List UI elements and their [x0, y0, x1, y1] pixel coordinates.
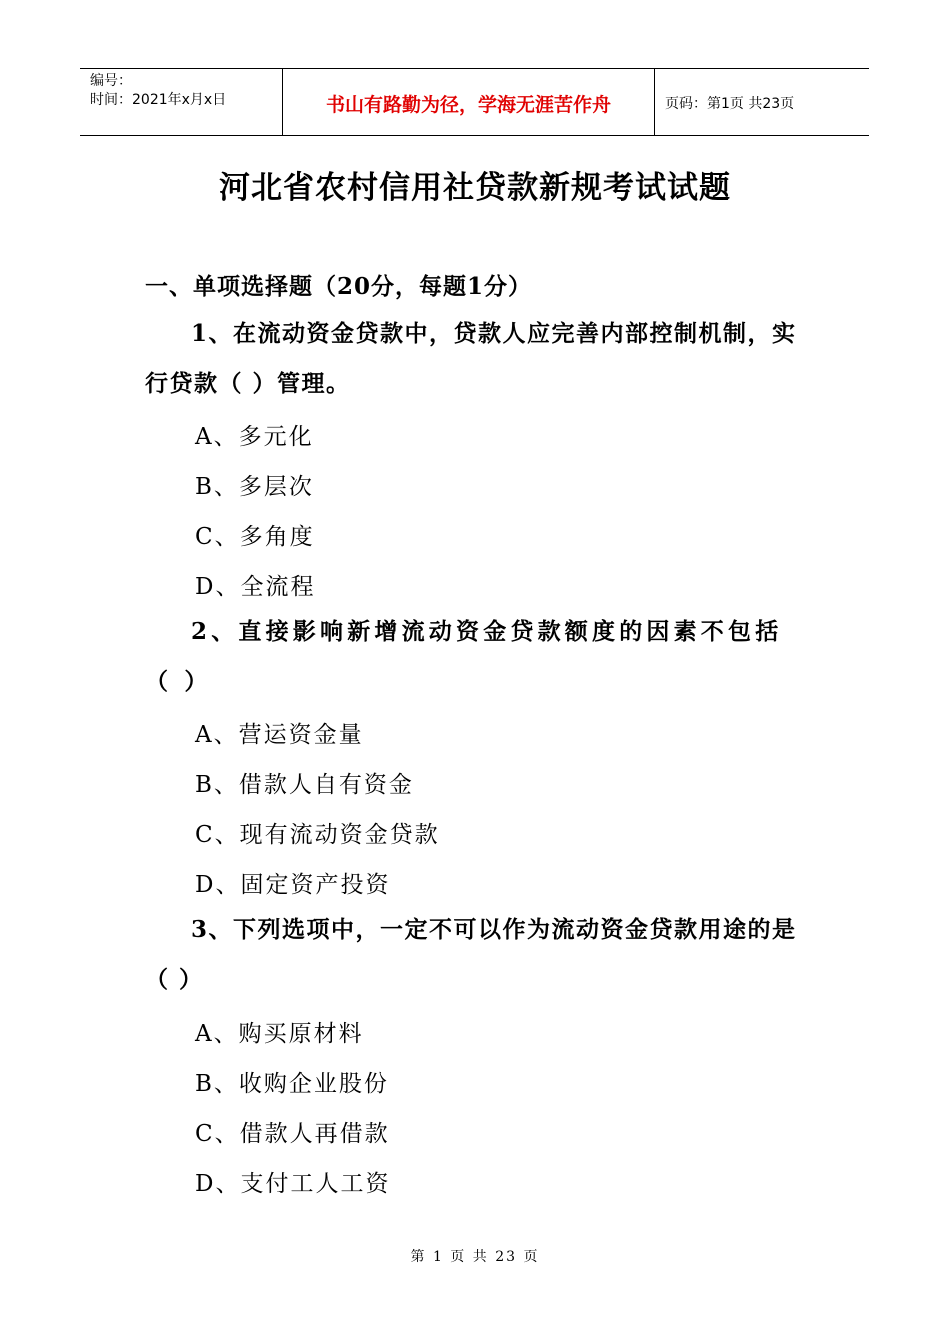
option-3c: C、借款人再借款: [195, 1121, 390, 1147]
option-1c: C、多角度: [195, 524, 315, 550]
question-stem-2: 2、直接影响新增流动资金贷款额度的因素不包括（ ）: [145, 618, 783, 695]
header-motto: 书山有路勤为径，学海无涯苦作舟: [282, 69, 655, 135]
header-meta: [80, 69, 282, 135]
serial-label: 编号：: [90, 73, 132, 89]
option-1a: A、多元化: [195, 424, 314, 450]
page-title: 河北省农村信用社贷款新规考试试题: [219, 170, 731, 206]
question-stem-1: 1、在流动资金贷款中，贷款人应完善内部控制机制，实行贷款（ ）管理。: [145, 320, 797, 397]
question-stem-3: 3、下列选项中，一定不可以作为流动资金贷款用途的是（ ）: [145, 916, 797, 993]
option-2b: B、借款人自有资金: [195, 772, 414, 798]
time-label: 时间：2021年x月x日: [90, 92, 227, 108]
header-page-info: 页码：第1页 共23页: [665, 96, 795, 112]
option-1d: D、全流程: [195, 574, 316, 600]
option-3b: B、收购企业股份: [195, 1071, 389, 1097]
option-3a: A、购买原材料: [195, 1021, 364, 1047]
option-3d: D、支付工人工资: [195, 1171, 391, 1197]
document-header: [80, 68, 869, 136]
section-heading: 一、单项选择题（20分，每题1分）: [145, 273, 533, 300]
option-1b: B、多层次: [195, 474, 314, 500]
option-2a: A、营运资金量: [195, 722, 364, 748]
page-footer: 第 1 页 共 23 页: [410, 1249, 540, 1265]
option-2c: C、现有流动资金贷款: [195, 822, 440, 848]
option-2d: D、固定资产投资: [195, 872, 391, 898]
